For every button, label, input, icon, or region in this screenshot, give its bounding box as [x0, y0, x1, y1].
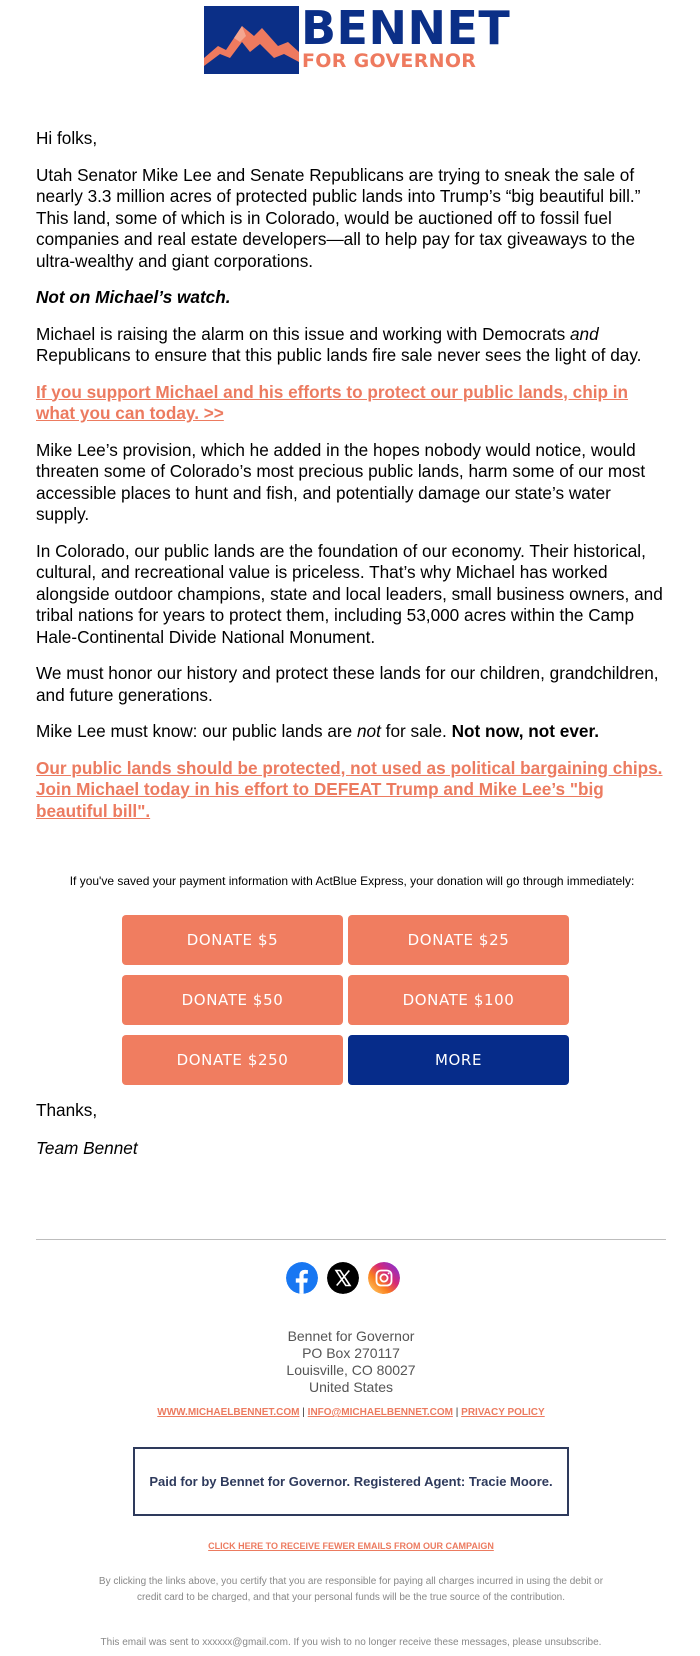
instagram-icon[interactable]: [368, 1262, 400, 1294]
mountain-logo-icon: [204, 6, 299, 74]
contribution-disclaimer: By clicking the links above, you certify that you are responsible for paying all charges incurred in using the debit or credit card to be charged, and that your personal funds will be the true source of the contribution.: [98, 1576, 604, 1603]
paragraph-5: In Colorado, our public lands are the foundation of our economy. Their historical, cultural, and recreational value is priceless. That’s why Michael has worked alongside outdoor champions, state and local leaders, small business owners, and tribal nations for years to protect them, including 53,000 acres within the Camp Hale-Continental Divide National Monument.: [36, 540, 663, 647]
paragraph-6: We must honor our history and protect these lands for our children, grandchildren, and future generations.: [36, 663, 659, 705]
mailing-address: [36, 1328, 666, 1396]
actblue-fine-print: If you've saved your payment information with ActBlue Express, your donation will go through immediately:: [69, 874, 635, 888]
paragraph-7-emphasis: not: [357, 721, 381, 741]
paragraph-7-strong: Not now, not ever.: [451, 721, 599, 741]
donate-more-button[interactable]: MORE: [348, 1035, 569, 1085]
donate-25-button[interactable]: DONATE $25: [348, 915, 569, 965]
address-line-org: Bennet for Governor: [287, 1328, 415, 1344]
paragraph-3-text-a: Michael is raising the alarm on this issue and working with Democrats: [36, 323, 570, 344]
footer-divider: [36, 1239, 666, 1240]
privacy-policy-link[interactable]: PRIVACY POLICY: [461, 1407, 545, 1418]
campaign-logo: [204, 1, 511, 74]
address-line-country: United States: [308, 1379, 394, 1395]
paragraph-3-text-b: Republicans to ensure that this public lands fire sale never sees the light of day.: [36, 345, 642, 365]
emphasis-text: Not on Michael’s watch.: [36, 287, 231, 307]
paragraph-1: Utah Senator Mike Lee and Senate Republicans are trying to sneak the sale of nearly 3.3 million acres of protected public lands into Trump’s “big beautiful bill.” This land, some of which is in Colorado, would be auctioned off to fossil fuel companies and real estate developers—all to help pay for tax giveaways to the ultra-wealthy and giant corporations.: [36, 164, 641, 271]
paragraph-4: Mike Lee’s provision, which he added in the hopes nobody would notice, would threaten some of Colorado’s most precious public lands, harm some of our most accessible places to hunt and fish, and potentially damage our state’s water supply.: [36, 439, 646, 524]
facebook-icon[interactable]: [286, 1262, 318, 1294]
link-separator: |: [302, 1407, 305, 1418]
address-line-city: Louisville, CO 80027: [286, 1362, 416, 1378]
x-twitter-icon[interactable]: [327, 1262, 359, 1294]
paragraph-2: [36, 287, 668, 309]
paragraph-7-text-b: for sale.: [380, 721, 452, 741]
signoff-team: Team Bennet: [36, 1138, 138, 1158]
paragraph-3-emphasis: and: [570, 323, 599, 344]
signoff-thanks: Thanks,: [36, 1100, 98, 1120]
footer-links: [36, 1407, 666, 1418]
fewer-emails-row: [36, 1541, 666, 1551]
paragraph-7-text-a: Mike Lee must know: our public lands are: [36, 721, 357, 741]
cta-paragraph-1: [36, 382, 668, 425]
donate-250-button[interactable]: DONATE $250: [122, 1035, 343, 1085]
donate-50-button[interactable]: DONATE $50: [122, 975, 343, 1025]
logo-name: BENNET: [301, 1, 511, 55]
greeting: Hi folks,: [36, 128, 98, 148]
website-link[interactable]: WWW.MICHAELBENNET.COM: [157, 1407, 300, 1418]
sent-to-notice: This email was sent to xxxxxx@gmail.com. If you wish to no longer receive these messages, please unsubscribe.: [100, 1637, 602, 1648]
cta-link-support[interactable]: If you support Michael and his efforts to protect our public lands, chip in what you can today. >>: [36, 381, 629, 423]
paragraph-7: [36, 721, 668, 743]
donate-5-button[interactable]: DONATE $5: [122, 915, 343, 965]
address-line-pobox: PO Box 270117: [302, 1345, 400, 1361]
cta-paragraph-2: [36, 758, 668, 823]
paid-for-disclaimer: Paid for by Bennet for Governor. Registered Agent: Tracie Moore.: [133, 1447, 569, 1516]
donate-100-button[interactable]: DONATE $100: [348, 975, 569, 1025]
cta-link-join[interactable]: Our public lands should be protected, not used as political bargaining chips. Join Michael today in his effort to DEFEAT Trump and Mike Lee’s "big beautiful bill".: [36, 757, 663, 821]
link-separator: |: [455, 1407, 459, 1418]
paragraph-3: [36, 324, 668, 367]
logo-subtitle: FOR GOVERNOR: [302, 50, 477, 72]
fewer-emails-link[interactable]: CLICK HERE TO RECEIVE FEWER EMAILS FROM OUR CAMPAIGN: [208, 1541, 494, 1551]
email-body: [36, 128, 668, 837]
email-link[interactable]: INFO@MICHAELBENNET.COM: [307, 1407, 453, 1418]
